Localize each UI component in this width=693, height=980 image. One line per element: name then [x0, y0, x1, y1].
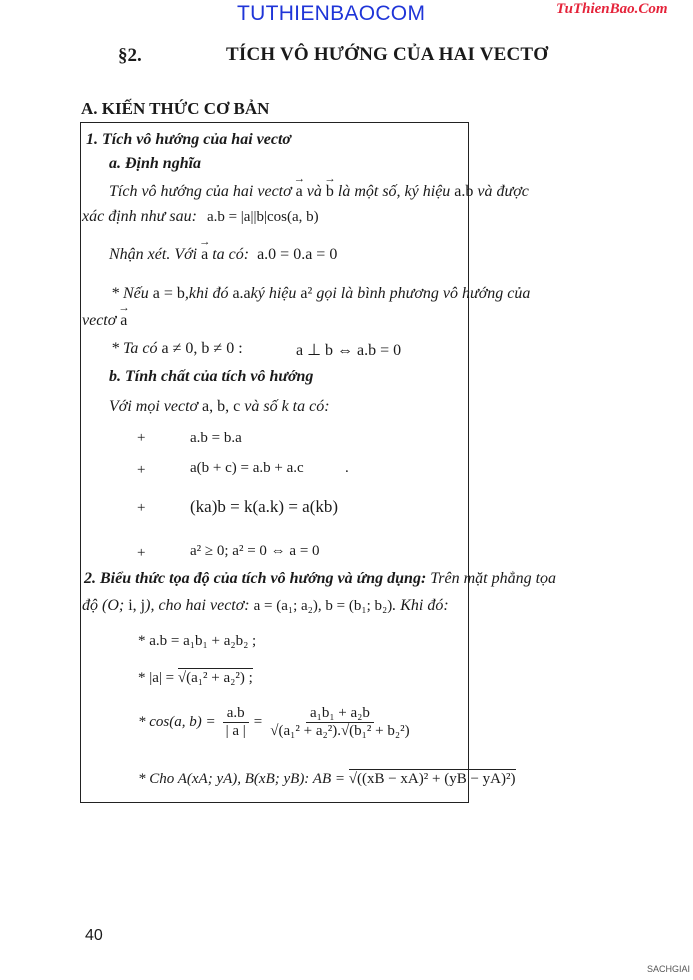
unit-vectors: i, j: [128, 597, 146, 614]
plus-marker: +: [137, 430, 146, 446]
formula-distance: * Cho A(xA; yA), B(xB; yB): AB = √((xB − xA)² + (yB − yA)²): [138, 771, 516, 787]
site-title: TUTHIENBAOCOM: [237, 2, 426, 25]
section-number: §2.: [118, 45, 142, 66]
orthogonal-line: * Ta có a ≠ 0, b ≠ 0 :: [111, 340, 243, 357]
square-note-line-1: * Nếu a = b,khi đó a.aký hiệu a² gọi là bình phương vô hướng của: [111, 285, 531, 302]
dot-product-symbol: a.b: [454, 183, 474, 200]
coordinate-vectors: a = (a₁; a₂), b = (b₁; b₂): [253, 598, 393, 614]
remark-line: Nhận xét. Với → a ta có: a.0 = 0.a = 0: [109, 246, 337, 264]
square-note-line-2: vectơ → a: [82, 312, 127, 330]
formula-cosine: * cos(a, b) = $\frac{a.b}{| a |}$ = $\frac{\text{a₁b₁ + a₂b}}{\text{√(a₁² + a₂²).√(b₁² + b₂²)}}$: [138, 705, 410, 739]
nonzero-condition: a ≠ 0, b ≠ 0 :: [161, 340, 243, 357]
section-title: TÍCH VÔ HƯỚNG CỦA HAI VECTƠ: [226, 44, 549, 65]
property-square: a² ≥ 0; a² = 0 ⇔ a = 0: [190, 543, 320, 559]
page-number: 40: [85, 927, 103, 944]
formula-length: * |a| = √(a₁² + a₂²) ;: [138, 670, 253, 686]
heading-1b: b. Tính chất của tích vô hướng: [109, 368, 314, 385]
plus-marker: +: [137, 462, 146, 478]
properties-vectors: a, b, c: [202, 398, 241, 415]
vector-b: → b: [326, 183, 334, 201]
plus-marker: +: [137, 500, 146, 516]
formula-dot-product: * a.b = a₁b₁ + a₂b₂ ;: [138, 633, 257, 649]
heading-1: 1. Tích vô hướng của hai vectơ: [86, 131, 291, 148]
definition-line-2: xác định như sau: a.b = |a||b|cos(a, b): [82, 208, 319, 225]
equal-vectors-condition: a = b: [152, 285, 185, 302]
remark-formula: a.0 = 0.a = 0: [257, 246, 338, 263]
part-a-heading: A. KIẾN THỨC CƠ BẢN: [81, 99, 270, 118]
site-logo: TuThienBao.Com: [556, 1, 668, 17]
heading-1a: a. Định nghĩa: [109, 155, 202, 172]
definition-formula: a.b = |a||b|cos(a, b): [206, 209, 319, 225]
properties-intro: Với mọi vectơ a, b, c và số k ta có:: [109, 398, 330, 415]
stray-dot: .: [345, 460, 349, 476]
property-distributive: a(b + c) = a.b + a.c: [190, 460, 304, 476]
definition-line-1: Tích vô hướng của hai vectơ → a và → b là một số, ký hiệu a.b và được: [109, 183, 529, 201]
remark-vector: → a: [201, 246, 208, 264]
footer-logo: SACHGIAI: [647, 964, 691, 974]
property-commutative: a.b = b.a: [190, 430, 242, 446]
scalar-square: a²: [300, 285, 313, 302]
property-scalar: (ka)b = k(a.k) = a(kb): [190, 497, 339, 516]
plus-marker: +: [137, 545, 146, 561]
heading-2: 2. Biểu thức tọa độ của tích vô hướng và ứng dụng: Trên mặt phẳng tọa: [84, 570, 557, 587]
heading-2-line-2: độ (O; i, j), cho hai vectơ: a = (a₁; a₂), b = (b₁; b₂). Khi đó:: [82, 597, 449, 614]
orthogonal-formula: a ⊥ b ⇔ a.b = 0: [296, 342, 402, 359]
vector-a: → a: [296, 183, 303, 201]
